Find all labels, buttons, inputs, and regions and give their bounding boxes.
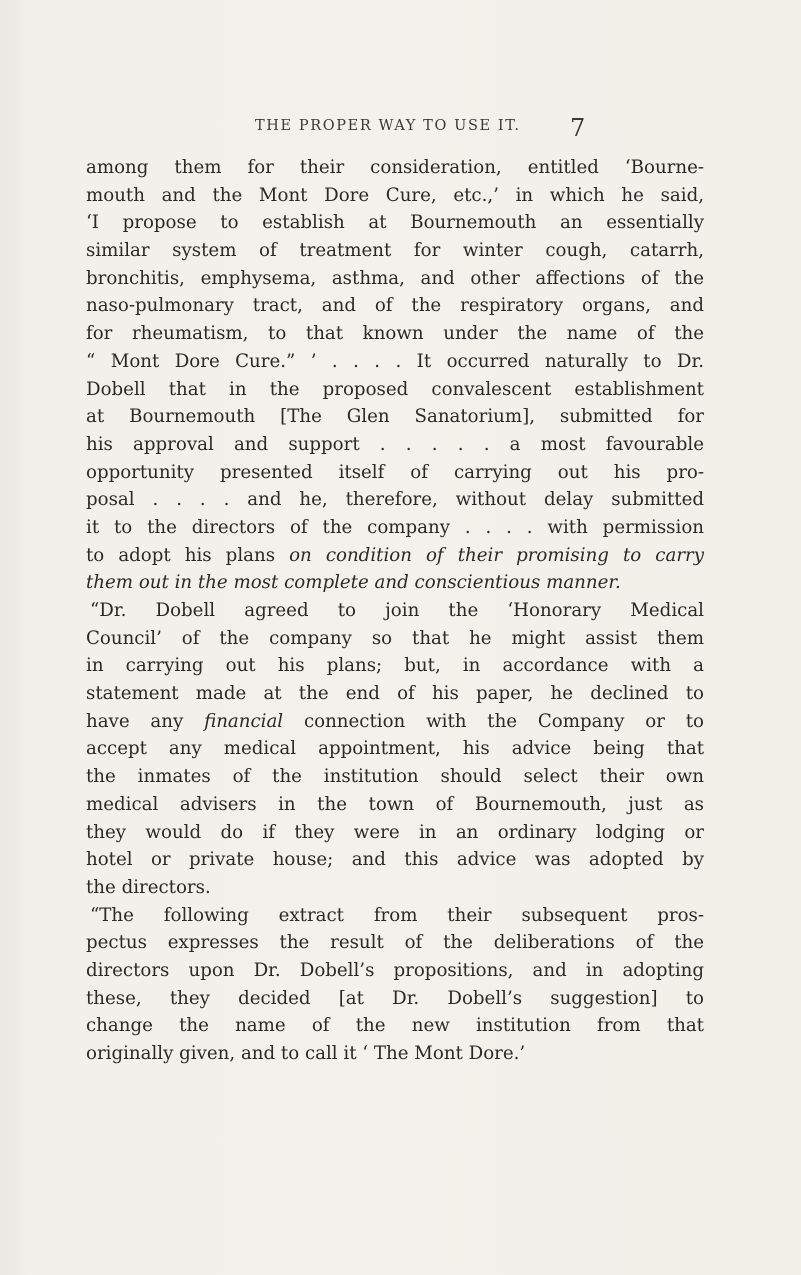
text-line: the directors.	[86, 876, 211, 898]
text-line: similar system of treatment for winter cough, catarrh,	[86, 240, 704, 262]
text-run: have any	[86, 710, 184, 732]
text-line: opportunity presented itself of carrying out his pro-	[86, 461, 704, 483]
text-line: these, they decided [at Dr. Dobell’s suggestion] to	[86, 987, 704, 1009]
text-line: in carrying out his plans; but, in accordance with a	[86, 655, 704, 677]
body-text	[86, 154, 704, 1068]
text-line: medical advisers in the town of Bournemouth, just as	[86, 793, 704, 815]
text-line-italic: them out in the most complete and conscientious manner.	[86, 572, 621, 594]
text-line-mixed	[86, 708, 704, 736]
text-line: ‘I propose to establish at Bournemouth an essentially	[86, 212, 704, 234]
italic-run: financial	[204, 710, 284, 732]
text-line: directors upon Dr. Dobell’s propositions, and in adopting	[86, 959, 704, 981]
text-line: they would do if they were in an ordinary lodging or	[86, 821, 704, 843]
text-line: Dobell that in the proposed convalescent establishment	[86, 378, 704, 400]
text-line-mixed	[86, 542, 704, 570]
text-line: for rheumatism, to that known under the name of the	[86, 323, 704, 345]
text-line: Council’ of the company so that he might assist them	[86, 627, 704, 649]
text-line: “ Mont Dore Cure.” ’ . . . . It occurred naturally to Dr.	[86, 350, 704, 372]
text-line: mouth and the Mont Dore Cure, etc.,’ in which he said,	[86, 184, 704, 206]
text-line: it to the directors of the company . . . . with permission	[86, 516, 704, 538]
text-run: connection with the Company or to	[303, 710, 704, 732]
page-number: 7	[570, 114, 586, 142]
text-line: posal . . . . and he, therefore, without delay submitted	[86, 489, 704, 511]
text-run: to adopt his plans	[86, 544, 276, 566]
text-line: the inmates of the institution should select their own	[86, 766, 704, 788]
text-line: hotel or private house; and this advice was adopted by	[86, 849, 704, 871]
text-line: bronchitis, emphysema, asthma, and other affections of the	[86, 267, 704, 289]
text-line: accept any medical appointment, his advice being that	[86, 738, 704, 760]
text-line: naso-pulmonary tract, and of the respiratory organs, and	[86, 295, 704, 317]
text-line: “The following extract from their subsequent pros-	[90, 904, 704, 926]
text-line: change the name of the new institution from that	[86, 1015, 704, 1037]
italic-run: on condition of their promising to carry	[289, 544, 704, 566]
text-line: at Bournemouth [The Glen Sanatorium], submitted for	[86, 406, 704, 428]
text-line: statement made at the end of his paper, he declined to	[86, 683, 704, 705]
text-line: his approval and support . . . . . a most favourable	[86, 433, 704, 455]
text-line: originally given, and to call it ‘ The Mont Dore.’	[86, 1043, 526, 1064]
text-line: pectus expresses the result of the deliberations of the	[86, 932, 704, 954]
text-line: “Dr. Dobell agreed to join the ‘Honorary Medical	[90, 600, 704, 621]
running-title: THE PROPER WAY TO USE IT.	[255, 118, 521, 134]
running-head	[0, 114, 801, 142]
text-line: among them for their consideration, entitled ‘Bourne-	[86, 157, 704, 178]
